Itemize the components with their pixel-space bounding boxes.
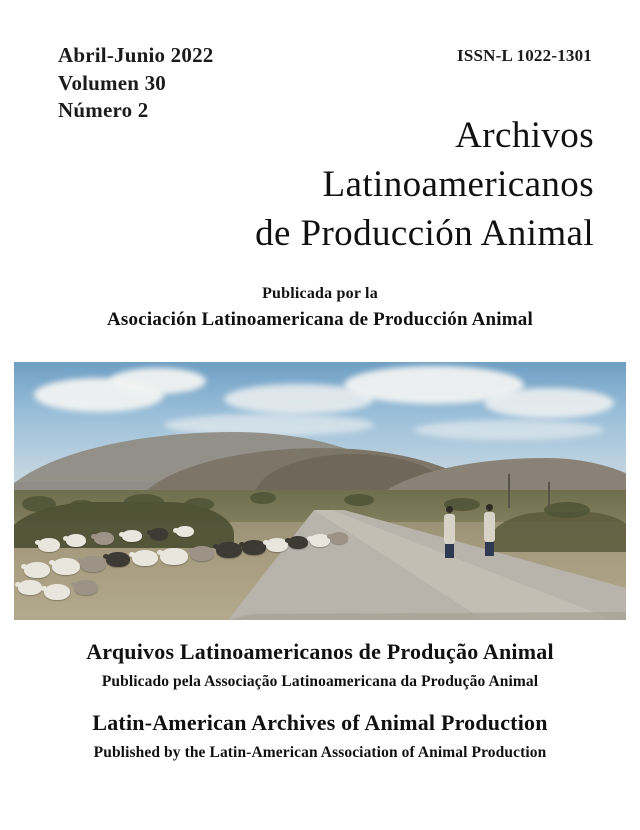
sheep	[176, 526, 194, 537]
sheep	[52, 558, 80, 575]
bush	[68, 500, 96, 514]
utility-pole	[508, 474, 510, 508]
sheep	[66, 534, 86, 547]
portuguese-subtitle: Publicado pela Associação Latinoamericana da Produção Animal	[101, 672, 539, 690]
shepherd	[444, 514, 455, 544]
sheep	[122, 530, 142, 542]
utility-pole	[548, 482, 550, 508]
sheep	[190, 546, 214, 561]
sheep	[74, 580, 98, 595]
cover-masthead	[0, 0, 640, 330]
cloud	[484, 388, 614, 418]
journal-title-line-3: de Producción Animal	[255, 212, 594, 254]
journal-title	[164, 112, 594, 258]
sheep	[24, 562, 50, 578]
shepherd	[484, 512, 495, 542]
issn-label: ISSN-L 1022-1301	[457, 46, 592, 65]
bush	[184, 498, 214, 511]
english-subtitle: Published by the Latin-American Association of Animal Production	[93, 744, 547, 762]
sheep	[106, 552, 130, 567]
bush	[544, 502, 590, 518]
sheep	[80, 556, 106, 572]
cover-photo-scene	[14, 362, 626, 620]
cloud	[110, 368, 206, 394]
sheep	[38, 538, 60, 552]
issue-period: Abril-Junio 2022	[58, 43, 214, 67]
sheep	[150, 528, 168, 540]
journal-title-line-2: Latinoamericanos	[322, 163, 594, 205]
sheep	[94, 532, 114, 545]
portuguese-title: Arquivos Latinoamericanos de Produção Animal	[86, 639, 554, 664]
publisher-prefix: Publicada por la	[262, 285, 378, 302]
sheep	[18, 580, 42, 595]
sheep	[44, 584, 70, 600]
bush	[250, 492, 276, 504]
sheep	[132, 550, 158, 566]
publisher-block	[0, 282, 640, 335]
cover-bottom-titles	[0, 636, 640, 764]
shepherd-head	[446, 506, 453, 513]
issue-number: Número 2	[58, 98, 149, 123]
sheep	[330, 532, 348, 544]
shepherd-head	[486, 504, 493, 511]
journal-title-line-1: Archivos	[455, 115, 594, 156]
shepherd-legs	[485, 542, 494, 556]
bush	[124, 494, 164, 510]
cloud	[414, 420, 604, 440]
sheep	[288, 536, 308, 549]
bush	[22, 496, 56, 512]
bush	[344, 494, 374, 506]
issue-volume: Volumen 30	[58, 70, 166, 95]
sheep	[160, 548, 188, 565]
shepherd-legs	[445, 544, 454, 558]
publisher-name: Asociación Latinoamericana de Producción Animal	[107, 309, 533, 330]
cover-photo	[14, 362, 626, 620]
english-title: Latin-American Archives of Animal Production	[92, 710, 548, 736]
